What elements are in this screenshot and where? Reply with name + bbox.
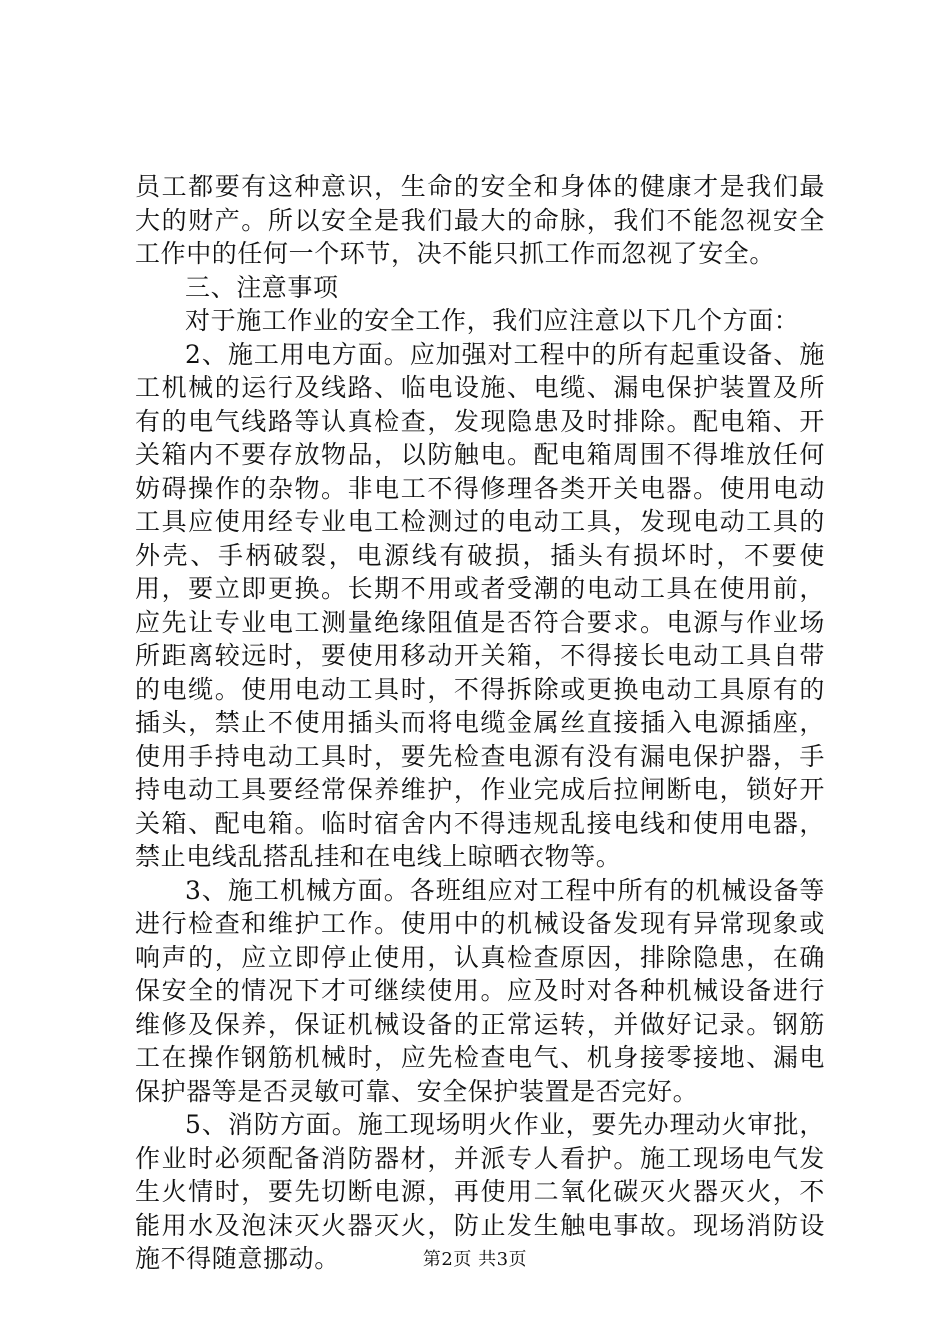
paragraph-machinery: 3、施工机械方面。各班组应对工程中所有的机械设备等进行检查和维护工作。使用中的机械设备发现有异常现象或响声的，应立即停止使用，认真检查原因，排除隐患，在确保安全的情况下才可继续使用。应及时对各种机械设备进行维修及保养，保证机械设备的正常运转，并做好记录。钢筋工在操作钢筋机械时，应先检查电气、机身接零接地、漏电保护器等是否灵敏可靠、安全保护装置是否完好。	[135, 875, 825, 1106]
document-body	[135, 170, 825, 1276]
paragraph-fire: 5、消防方面。施工现场明火作业，要先办理动火审批，作业时必须配备消防器材，并派专人看护。施工现场电气发生火情时，要先切断电源，再使用二氧化碳灭火器灭火，不能用水及泡沫灭火器灭火，防止发生触电事故。现场消防设施不得随意挪动。	[135, 1110, 825, 1273]
section-heading: 三、注意事项	[185, 272, 339, 302]
page-number: 第2页 共3页	[422, 1249, 528, 1270]
paragraph-lead: 对于施工作业的安全工作，我们应注意以下几个方面：	[185, 306, 800, 335]
paragraph-electrical: 2、施工用电方面。应加强对工程中的所有起重设备、施工机械的运行及线路、临电设施、电缆、漏电保护装置及所有的电气线路等认真检查，发现隐患及时排除。配电箱、开关箱内不要存放物品，以防触电。配电箱周围不得堆放任何妨碍操作的杂物。非电工不得修理各类开关电器。使用电动工具应使用经专业电工检测过的电动工具，发现电动工具的外壳、手柄破裂，电源线有破损，插头有损坏时，不要使用，要立即更换。长期不用或者受潮的电动工具在使用前，应先让专业电工测量绝缘阻值是否符合要求。电源与作业场所距离较远时，要使用移动开关箱，不得接长电动工具自带的电缆。使用电动工具时，不得拆除或更换电动工具原有的插头，禁止不使用插头而将电缆金属丝直接插入电源插座，使用手持电动工具时，要先检查电源有没有漏电保护器，手持电动工具要经常保养维护，作业完成后拉闸断电，锁好开关箱、配电箱。临时宿舍内不得违规乱接电线和使用电器，禁止电线乱搭乱挂和在电线上晾晒衣物等。	[135, 339, 825, 871]
paragraph-intro: 员工都要有这种意识，生命的安全和身体的健康才是我们最大的财产。所以安全是我们最大的命脉，我们不能忽视安全工作中的任何一个环节，决不能只抓工作而忽视了安全。	[135, 172, 825, 268]
